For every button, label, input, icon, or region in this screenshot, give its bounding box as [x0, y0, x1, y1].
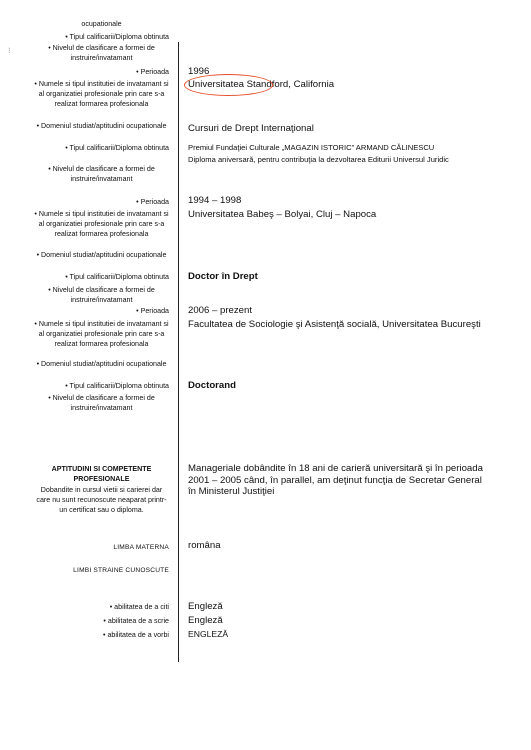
label-qualification: • Tipul calificarii/Diploma obtinuta: [65, 273, 169, 281]
period-value: 2006 – prezent: [188, 305, 253, 316]
read-ability-value: Engleză: [188, 601, 223, 612]
label-qualification: • Tipul calificarii/Diploma obtinuta: [65, 144, 169, 152]
period-value: 1996: [188, 66, 210, 77]
read-ability-label: • abilitatea de a citi: [109, 603, 169, 611]
institution-value: Universitatea Standford, California: [188, 79, 335, 90]
award-line-1: Premiul Fundaţiei Culturale „MAGAZIN ISTORIC” ARMAND CĂLINESCU: [188, 143, 435, 152]
mother-tongue-value: româna: [188, 540, 221, 551]
foreign-languages-label: LIMBI STRAINE CUNOSCUTE: [73, 567, 169, 574]
label-classification: • Nivelul de clasificare a formei de instruire/invatamant: [48, 44, 155, 62]
competences-note: Dobandite in cursul vietii si carierei dar care nu sunt recunoscute neaparat printr-un certificat sau o diploma.: [36, 486, 167, 514]
scan-mark: ⁝: [8, 46, 11, 55]
label-domain: • Domeniul studiat/aptitudini ocupationale: [36, 360, 167, 368]
competences-heading: APTITUDINI SI COMPETENTE PROFESIONALE: [51, 465, 152, 483]
write-ability-value: Engleză: [188, 615, 223, 626]
qualification-value: Doctor în Drept: [188, 271, 258, 282]
label-period: • Perioada: [136, 198, 169, 206]
label-top-fragment: ocupationale: [81, 20, 122, 28]
write-ability-label: • abilitatea de a scrie: [103, 617, 169, 625]
qualification-value: Doctorand: [188, 380, 236, 391]
column-divider: [178, 42, 179, 662]
label-qualification: • Tipul calificarii/Diploma obtinuta: [65, 382, 169, 390]
competences-value: Manageriale dobândite în 18 ani de carieră universitară şi în perioada 2001 – 2005 când, în parallel, am deţinut funcţia de Secretar General în Ministerul Justiţiei: [188, 463, 483, 498]
label-domain: • Domeniul studiat/aptitudini ocupationale: [36, 122, 167, 130]
period-value: 1994 – 1998: [188, 195, 242, 206]
speak-ability-label: • abilitatea de a vorbi: [103, 631, 169, 639]
label-period: • Perioada: [136, 68, 169, 76]
label-institution: • Numele si tipul institutiei de invatamant si al organizatiei profesionale prin care s-a realizat formarea profesionala: [34, 320, 169, 348]
mother-tongue-label: LIMBA MATERNA: [113, 544, 169, 551]
label-institution: • Numele si tipul institutiei de invatamant si al organizatiei profesionale prin care s-a realizat formarea profesionala: [34, 80, 169, 108]
label-classification: • Nivelul de clasificare a formei de instruire/invatamant: [48, 165, 155, 183]
label-qualification: • Tipul calificarii/Diploma obtinuta: [65, 33, 169, 41]
award-line-2: Diploma aniversară, pentru contribuţia la dezvoltarea Editurii Universul Juridic: [188, 155, 449, 164]
label-classification: • Nivelul de clasificare a formei de instruire/invatamant: [48, 394, 155, 412]
domain-value: Cursuri de Drept Internaţional: [188, 123, 314, 134]
speak-ability-value: ENGLEZĂ: [188, 629, 229, 639]
label-domain: • Domeniul studiat/aptitudini ocupationale: [36, 251, 167, 259]
label-period: • Perioada: [136, 307, 169, 315]
institution-value: Universitatea Babeş – Bolyai, Cluj – Napoca: [188, 209, 377, 220]
institution-value: Facultatea de Sociologie şi Asistenţă socială, Universitatea Bucureşti: [188, 319, 481, 330]
highlight-annotation: [184, 74, 273, 96]
label-classification: • Nivelul de clasificare a formei de instruire/invatamant: [48, 286, 155, 304]
label-institution: • Numele si tipul institutiei de invatamant si al organizatiei profesionale prin care s-a realizat formarea profesionala: [34, 210, 169, 238]
